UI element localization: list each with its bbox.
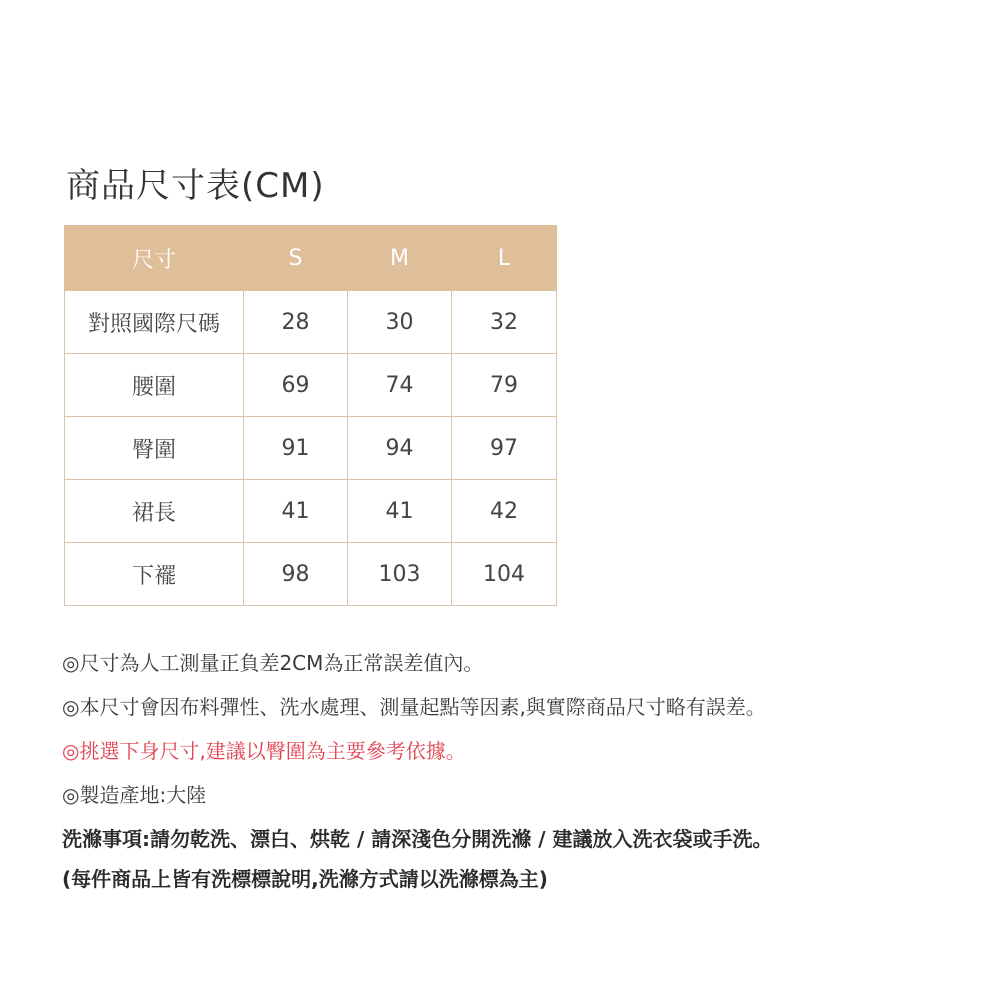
notes-section	[62, 650, 992, 906]
cell-s: 98	[244, 543, 348, 606]
cell-l: 97	[452, 417, 557, 480]
cell-m: 30	[348, 291, 452, 354]
row-label: 對照國際尺碼	[65, 291, 244, 354]
cell-m: 103	[348, 543, 452, 606]
table-header-row	[65, 226, 557, 291]
note-origin: ◎製造產地:大陸	[62, 783, 207, 807]
header-size: 尺寸	[65, 226, 244, 291]
header-l: L	[452, 226, 557, 291]
row-label: 腰圍	[65, 354, 244, 417]
cell-l: 104	[452, 543, 557, 606]
cell-s: 69	[244, 354, 348, 417]
cell-l: 42	[452, 480, 557, 543]
cell-m: 74	[348, 354, 452, 417]
table-row	[65, 354, 557, 417]
cell-m: 41	[348, 480, 452, 543]
cell-l: 79	[452, 354, 557, 417]
table-row	[65, 543, 557, 606]
row-label: 裙長	[65, 480, 244, 543]
size-table	[64, 225, 557, 606]
note-wash-label: (每件商品上皆有洗標標說明,洗滌方式請以洗滌標為主)	[62, 867, 548, 891]
header-s: S	[244, 226, 348, 291]
row-label: 臀圍	[65, 417, 244, 480]
cell-s: 91	[244, 417, 348, 480]
cell-s: 28	[244, 291, 348, 354]
row-label: 下襬	[65, 543, 244, 606]
note-size-advice: ◎挑選下身尺寸,建議以臀圍為主要參考依據。	[62, 739, 466, 763]
cell-m: 94	[348, 417, 452, 480]
header-m: M	[348, 226, 452, 291]
cell-s: 41	[244, 480, 348, 543]
cell-l: 32	[452, 291, 557, 354]
note-size-variance: ◎本尺寸會因布料彈性、洗水處理、測量起點等因素,與實際商品尺寸略有誤差。	[62, 695, 766, 719]
note-measurement-tolerance: ◎尺寸為人工測量正負差2CM為正常誤差值內。	[62, 651, 484, 675]
table-row	[65, 417, 557, 480]
table-row	[65, 291, 557, 354]
note-washing-instructions: 洗滌事項:請勿乾洗、漂白、烘乾 / 請深淺色分開洗滌 / 建議放入洗衣袋或手洗。	[62, 827, 773, 851]
page-title: 商品尺寸表(CM)	[66, 166, 325, 206]
table-row	[65, 480, 557, 543]
